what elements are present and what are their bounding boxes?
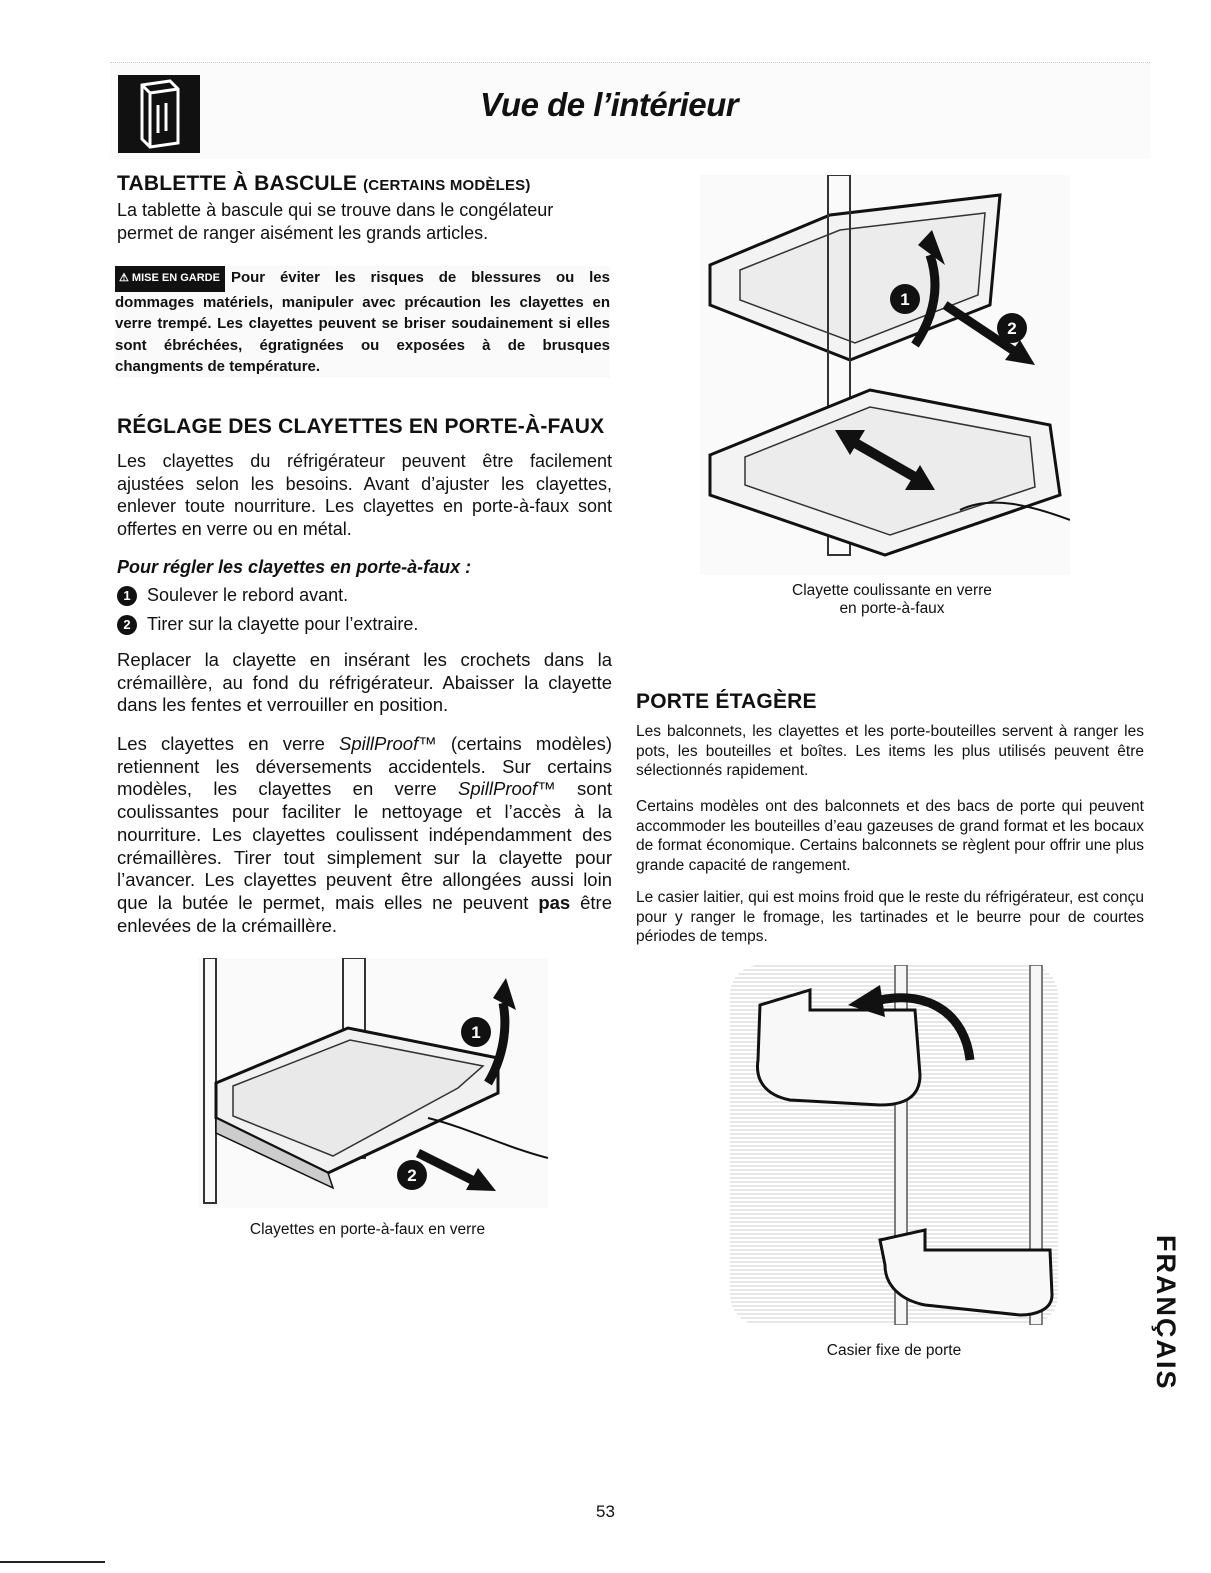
- glass-shelf-illustration: [198, 958, 548, 1208]
- slide-caption: [700, 582, 1084, 618]
- slide-caption-line2: en porte-à-faux: [839, 600, 945, 617]
- door-shelf-p1: Les balconnets, les clayettes et les porte-bouteilles servent à ranger les pots, les bouteilles et boîtes. Les items les plus utilisés peuvent être sélectionnés rapidement.: [636, 723, 1144, 779]
- step-2-text: Tirer sur la clayette pour l’extraire.: [147, 614, 419, 634]
- spillproof-paragraph: [117, 733, 612, 937]
- slide-marker-1: 1: [900, 290, 910, 309]
- warning-badge: ⚠ MISE EN GARDE: [115, 266, 225, 292]
- spillproof-bold: pas: [538, 891, 571, 913]
- step-1-number: 1: [117, 586, 137, 606]
- door-shelf-p2: Certains modèles ont des balconnets et des bacs de porte qui peuvent accommoder les bouteilles d’eau gazeuses de grand format et les bocaux de format économique. Certains balconnets se règlent pour offrir une plus grande capacité de rangement.: [636, 798, 1144, 874]
- door-shelf-p3: Le casier laitier, qui est moins froid que le reste du réfrigérateur, est conçu pour y ranger le fromage, les tartinades et le beurre pour de courtes périodes de temps.: [636, 889, 1144, 945]
- tilt-shelf-body: La tablette à bascule qui se trouve dans le congélateur permet de ranger aisément les grands articles.: [117, 200, 554, 243]
- language-tab: FRANÇAIS: [1151, 1235, 1181, 1391]
- footer-rule: [0, 1561, 105, 1563]
- glass-caption: Clayettes en porte-à-faux en verre: [249, 1221, 486, 1238]
- page-number: 53: [596, 1502, 615, 1521]
- step-2: [117, 613, 418, 636]
- slide-marker-2: 2: [1007, 319, 1017, 338]
- replace-paragraph: Replacer la clayette en insérant les crochets dans la crémaillère, au fond du réfrigérateur. Abaisser la clayette dans les fentes et verrouiller en position.: [117, 649, 612, 715]
- warning-box: [115, 266, 610, 378]
- step-1-text: Soulever le rebord avant.: [147, 585, 349, 605]
- spillproof-text-4: être enlevées de la crémaillère.: [117, 891, 612, 936]
- slide-caption-line1: Clayette coulissante en verre: [792, 582, 992, 599]
- spillproof-text-1: Les clayettes en verre: [117, 733, 340, 754]
- door-shelf-heading: PORTE ÉTAGÈRE: [636, 690, 817, 713]
- warning-text: Pour éviter les risques de blessures ou les dommages matériels, manipuler avec précaution les clayettes en verre trempé. Les clayettes peuvent se briser soudainement si elles sont ébréchées, égratignées ou exposées à de brusques changments de température.: [115, 269, 610, 375]
- cantilever-intro: Les clayettes du réfrigérateur peuvent être facilement ajustées selon les besoins. Avant d’ajuster les clayettes, enlever toute nourriture. Les clayettes en porte-à-faux sont offertes en verre ou en métal.: [117, 451, 612, 539]
- warning-badge-label: MISE EN GARDE: [131, 272, 220, 284]
- spillproof-brand-2: SpillProof™: [458, 778, 556, 800]
- sliding-shelf-illustration: [700, 175, 1070, 575]
- tilt-shelf-heading: [117, 172, 531, 196]
- page-title: Vue de l’intérieur: [480, 86, 739, 123]
- refrigerator-icon: [118, 75, 200, 153]
- door-bin-illustration: [730, 965, 1058, 1325]
- steps-title: Pour régler les clayettes en porte-à-faux :: [117, 557, 472, 577]
- spillproof-text-2: (certains modèles) retiennent les déversements accidentels. Sur certains modèles, les clayettes en verre: [117, 733, 612, 800]
- tilt-shelf-heading-text: TABLETTE À BASCULE: [117, 172, 358, 195]
- spillproof-text-3: sont coulissantes pour faciliter le nettoyage et l’accès à la nourriture. Les clayettes coulissent indépendamment des crémaillères. Tirer tout simplement sur la clayette pour l’avancer. Les clayettes peuvent être allongées aussi loin que la butée le permet, mais elles ne peuvent: [117, 778, 613, 913]
- glass-marker-2: 2: [407, 1166, 417, 1185]
- tilt-shelf-heading-note: (CERTAINS MODÈLES): [363, 177, 531, 194]
- spillproof-brand-1: SpillProof™: [339, 733, 437, 754]
- glass-marker-1: 1: [471, 1023, 481, 1042]
- door-caption: Casier fixe de porte: [826, 1342, 962, 1359]
- cantilever-heading: RÉGLAGE DES CLAYETTES EN PORTE-À-FAUX: [117, 415, 605, 438]
- step-2-number: 2: [117, 615, 137, 635]
- step-1: [117, 584, 348, 607]
